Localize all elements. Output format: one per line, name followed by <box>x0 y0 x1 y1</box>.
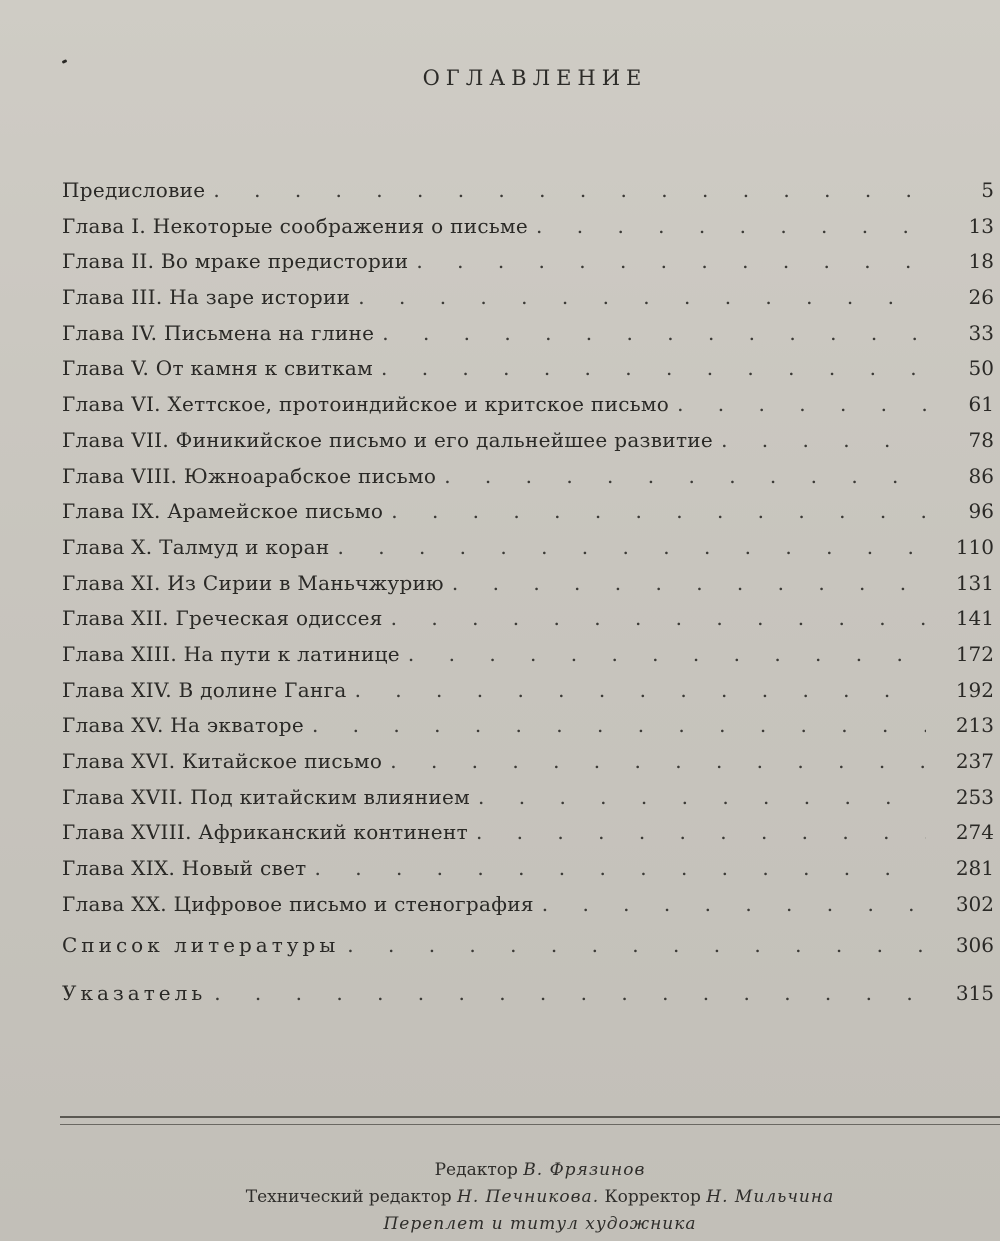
toc-entry-page: 131 <box>955 570 994 595</box>
toc-entry-label: Глава VI. Хеттское, протоиндийское и критское письмо <box>62 392 670 417</box>
toc-entry-chapter-18 <box>62 820 1000 856</box>
dot-leader <box>391 499 926 523</box>
toc-entry-chapter-20 <box>62 892 1000 928</box>
toc-entry-label: Глава II. Во мраке предистории <box>62 249 409 274</box>
toc-entry-page: 18 <box>968 249 994 274</box>
corrector-name: Н. Мильчина <box>706 1187 835 1207</box>
toc-entry-label: Глава XX. Цифровое письмо и стенография <box>62 891 534 916</box>
toc-entry-chapter-1 <box>62 214 1000 250</box>
dot-leader <box>312 713 926 737</box>
toc-entry-page: 306 <box>955 933 994 958</box>
toc-entry-page: 253 <box>955 784 994 809</box>
toc-entry-page: 192 <box>955 677 994 702</box>
toc-entry-page: 237 <box>955 749 994 773</box>
toc-entry-label: Указатель <box>62 981 207 1006</box>
dot-leader <box>416 249 926 273</box>
corrector-role: Корректор <box>604 1187 701 1207</box>
tech-editor-name: Н. Печникова. <box>457 1187 600 1207</box>
binding-text: Переплет и титул художника <box>383 1214 697 1234</box>
toc-entry-page: 274 <box>955 820 994 845</box>
tech-editor-role: Технический редактор <box>245 1187 452 1207</box>
dot-leader <box>536 214 926 238</box>
toc-entry-label: Список литературы <box>62 933 340 958</box>
toc-entry-chapter-17 <box>62 785 1000 821</box>
toc-entry-chapter-3 <box>62 285 1000 321</box>
toc-entry-label: Глава XI. Из Сирии в Маньчжурию <box>62 570 444 595</box>
toc-entry-label: Глава V. От камня к свиткам <box>62 356 373 381</box>
dot-leader <box>213 178 926 202</box>
dot-leader <box>391 606 926 630</box>
toc-entry-label: Глава XIII. На пути к латинице <box>62 641 400 666</box>
imprint-credits <box>0 1157 1000 1238</box>
toc-entry-page: 172 <box>955 641 994 666</box>
toc-entry-page: 110 <box>955 534 994 559</box>
dot-leader <box>315 856 926 880</box>
toc-entry-chapter-14 <box>62 678 1000 714</box>
toc-entry-page: 315 <box>955 981 994 1006</box>
toc-entry-chapter-13 <box>62 642 1000 678</box>
dot-leader <box>408 642 926 666</box>
toc-entry-page: 213 <box>955 713 994 738</box>
toc-entry-page: 302 <box>955 891 994 916</box>
dot-leader <box>444 464 926 488</box>
toc-entry-label: Глава X. Талмуд и коран <box>62 534 330 559</box>
toc-entry-page: 281 <box>955 856 994 881</box>
toc-entry-page: 61 <box>968 392 994 417</box>
dot-leader <box>347 933 926 957</box>
toc-entry-chapter-9 <box>62 499 1000 535</box>
dot-leader <box>478 785 926 809</box>
dot-leader <box>390 749 926 773</box>
toc-entry-bibliography <box>62 927 1000 975</box>
toc-entry-label: Глава VII. Финикийское письмо и его дальнейшее развитие <box>62 427 714 452</box>
toc-entry-label: Глава XVI. Китайское письмо <box>62 749 383 773</box>
toc-entry-label: Глава XIX. Новый свет <box>62 856 307 881</box>
toc-entry-page: 5 <box>981 178 994 202</box>
toc-entry-page: 96 <box>968 499 994 524</box>
editor-line <box>0 1157 1000 1184</box>
toc-entry-label: Глава III. На заре истории <box>62 285 351 310</box>
dot-leader <box>721 428 926 452</box>
toc-entry-chapter-4 <box>62 321 1000 357</box>
toc-entry-label: Глава IX. Арамейское письмо <box>62 499 384 524</box>
tech-editor-line <box>0 1184 1000 1211</box>
toc-entry-chapter-7 <box>62 428 1000 464</box>
toc-entry-page: 86 <box>968 463 994 488</box>
toc-entry-page: 78 <box>968 427 994 452</box>
toc-entry-page: 141 <box>955 606 994 631</box>
toc-entry-chapter-8 <box>62 464 1000 500</box>
dot-leader <box>382 321 926 345</box>
ink-speck <box>62 59 68 64</box>
binding-line <box>0 1211 1000 1238</box>
toc-entry-preface <box>62 178 1000 214</box>
toc-entry-chapter-15 <box>62 713 1000 749</box>
editor-role: Редактор <box>434 1160 518 1180</box>
toc-entry-page: 26 <box>968 285 994 310</box>
toc-entry-chapter-11 <box>62 571 1000 607</box>
toc-entry-label: Глава VIII. Южноарабское письмо <box>62 463 437 488</box>
toc-entry-label: Глава I. Некоторые соображения о письме <box>62 213 529 238</box>
dot-leader <box>542 892 926 916</box>
dot-leader <box>214 981 926 1005</box>
toc-entry-label: Глава XV. На экваторе <box>62 713 304 738</box>
toc-entry-page: 50 <box>968 356 994 381</box>
editor-name: В. Фрязинов <box>523 1160 646 1180</box>
toc-entry-chapter-2 <box>62 249 1000 285</box>
dot-leader <box>476 820 926 844</box>
table-of-contents <box>62 178 1000 1023</box>
dot-leader <box>381 356 926 380</box>
toc-entry-page: 33 <box>968 320 994 345</box>
dot-leader <box>338 535 926 559</box>
toc-entry-label: Глава XIV. В долине Ганга <box>62 677 347 702</box>
toc-entry-index <box>62 975 1000 1023</box>
toc-entry-chapter-16 <box>62 749 1000 785</box>
toc-entry-label: Глава XII. Греческая одиссея <box>62 606 383 631</box>
toc-entry-label: Предисловие <box>62 178 206 202</box>
toc-entry-label: Глава IV. Письмена на глине <box>62 320 375 345</box>
toc-entry-chapter-6 <box>62 392 1000 428</box>
toc-entry-label: Глава XVII. Под китайским влиянием <box>62 784 471 809</box>
toc-entry-label: Глава XVIII. Африканский континент <box>62 820 468 845</box>
toc-entry-chapter-5 <box>62 356 1000 392</box>
toc-entry-chapter-10 <box>62 535 1000 571</box>
page-title: ОГЛАВЛЕНИЕ <box>422 66 648 90</box>
toc-entry-page: 13 <box>968 213 994 238</box>
dot-leader <box>355 678 926 702</box>
dot-leader <box>677 392 926 416</box>
toc-entry-chapter-12 <box>62 606 1000 642</box>
toc-entry-chapter-19 <box>62 856 1000 892</box>
dot-leader <box>358 285 926 309</box>
double-rule-divider <box>60 1116 1000 1125</box>
dot-leader <box>452 571 926 595</box>
